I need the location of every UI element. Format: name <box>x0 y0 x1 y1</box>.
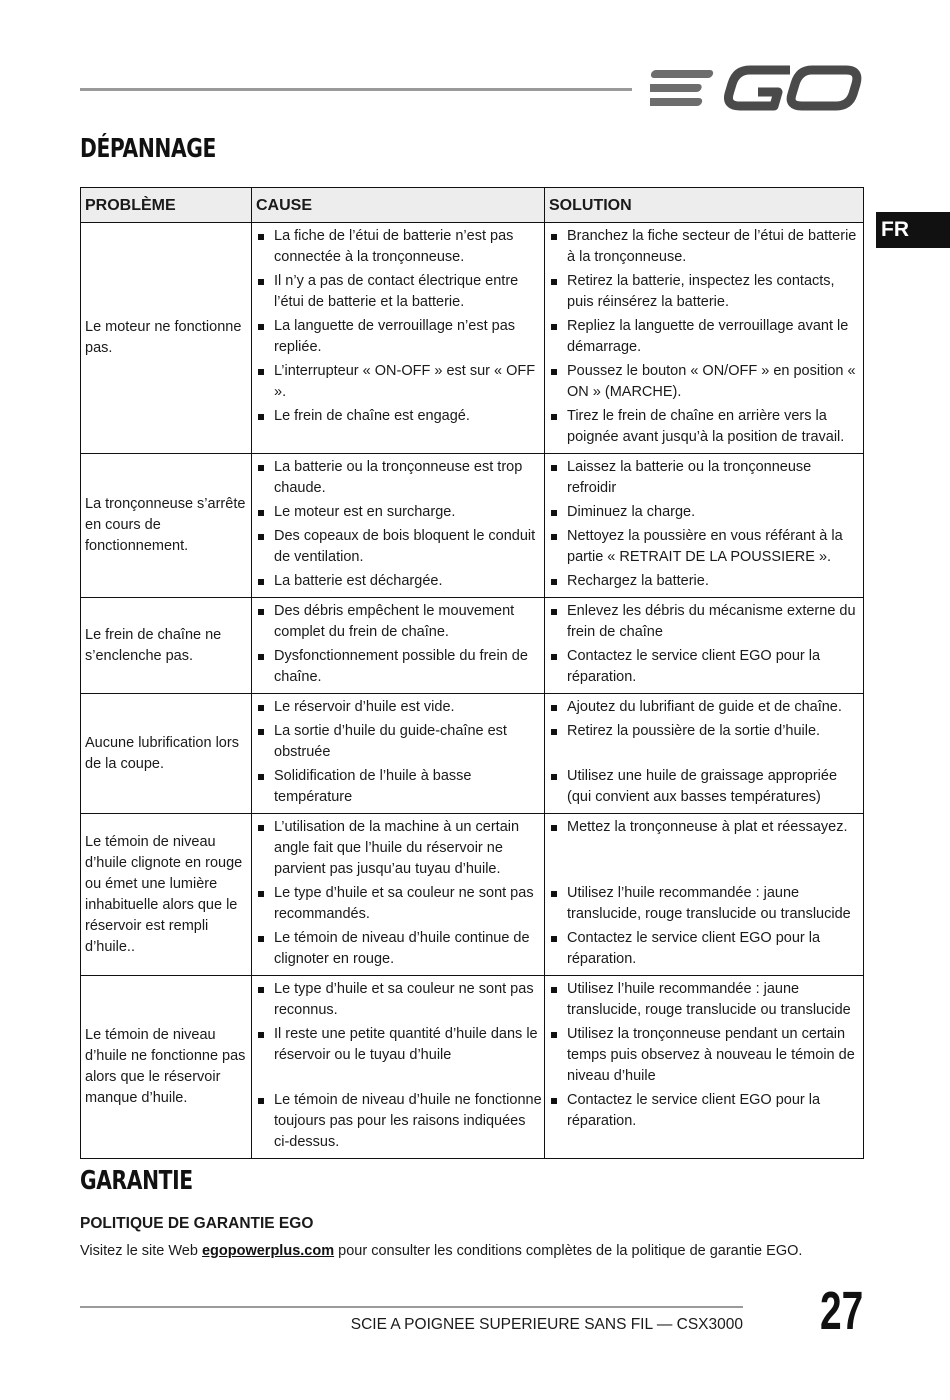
table-row <box>81 694 864 814</box>
table-row <box>81 223 864 454</box>
warranty-link[interactable]: egopowerplus.com <box>201 1243 335 1259</box>
header-cause: CAUSE <box>252 188 545 223</box>
solution-item: Mettez la tronçonneuse à plat et réessayez. <box>549 817 861 880</box>
cause-item: Le témoin de niveau d’huile ne fonctionne toujours pas pour les raisons indiquées ci-dessus. <box>256 1090 542 1153</box>
cause-item: L’utilisation de la machine à un certain angle fait que l’huile du réservoir ne parvient pas jusqu’au tuyau d’huile. <box>256 817 542 880</box>
page-title: DÉPANNAGE <box>80 134 217 164</box>
cause-item: Le type d’huile et sa couleur ne sont pas reconnus. <box>256 979 542 1021</box>
solution-cell <box>545 976 864 1159</box>
cause-item: Le témoin de niveau d’huile continue de clignoter en rouge. <box>256 928 542 970</box>
solution-item: Repliez la languette de verrouillage avant le démarrage. <box>549 316 861 358</box>
cause-item: La sortie d’huile du guide-chaîne est obstruée <box>256 721 542 763</box>
solution-item: Contactez le service client EGO pour la réparation. <box>549 646 861 688</box>
table-row <box>81 454 864 598</box>
solution-cell <box>545 694 864 814</box>
warranty-text-before: Visitez le site Web <box>80 1243 202 1259</box>
solution-item: Utilisez une huile de graissage appropriée (qui convient aux basses températures) <box>549 766 861 808</box>
cause-cell <box>252 454 545 598</box>
cause-item: Solidification de l’huile à basse température <box>256 766 542 808</box>
solution-item: Nettoyez la poussière en vous référant à la partie « RETRAIT DE LA POUSSIERE ». <box>549 526 861 568</box>
cause-cell <box>252 976 545 1159</box>
solution-item: Enlevez les débris du mécanisme externe du frein de chaîne <box>549 601 861 643</box>
solution-item: Utilisez la tronçonneuse pendant un certain temps puis observez à nouveau le témoin de niveau d’huile <box>549 1024 861 1087</box>
solution-item: Poussez le bouton « ON/OFF » en position « ON » (MARCHE). <box>549 361 861 403</box>
table-row <box>81 598 864 694</box>
solution-item: Contactez le service client EGO pour la réparation. <box>549 1090 861 1132</box>
solution-item: Rechargez la batterie. <box>549 571 861 592</box>
cause-item: La languette de verrouillage n’est pas repliée. <box>256 316 542 358</box>
language-tab: FR <box>876 212 950 248</box>
solution-cell <box>545 223 864 454</box>
cause-item: Le moteur est en surcharge. <box>256 502 542 523</box>
cause-item: La fiche de l’étui de batterie n’est pas connectée à la tronçonneuse. <box>256 226 542 268</box>
cause-item: Le type d’huile et sa couleur ne sont pas recommandés. <box>256 883 542 925</box>
cause-cell <box>252 223 545 454</box>
warranty-title: GARANTIE <box>80 1166 193 1196</box>
cause-item: Il reste une petite quantité d’huile dans le réservoir ou le tuyau d’huile <box>256 1024 542 1087</box>
cause-item: Il n’y a pas de contact électrique entre l’étui de batterie et la batterie. <box>256 271 542 313</box>
cause-item: La batterie ou la tronçonneuse est trop chaude. <box>256 457 542 499</box>
problem-cell: Le moteur ne fonctionne pas. <box>81 223 252 454</box>
solution-item: Ajoutez du lubrifiant de guide et de chaîne. <box>549 697 861 718</box>
cause-item: Le frein de chaîne est engagé. <box>256 406 542 427</box>
header-rule <box>80 88 632 91</box>
solution-item: Tirez le frein de chaîne en arrière vers la poignée avant jusqu’à la position de travail. <box>549 406 861 448</box>
solution-item: Utilisez l’huile recommandée : jaune translucide, rouge translucide ou translucide <box>549 979 861 1021</box>
solution-item: Retirez la batterie, inspectez les contacts, puis réinsérez la batterie. <box>549 271 861 313</box>
solution-item: Utilisez l’huile recommandée : jaune translucide, rouge translucide ou translucide <box>549 883 861 925</box>
header-solution: SOLUTION <box>545 188 864 223</box>
cause-item: Des débris empêchent le mouvement complet du frein de chaîne. <box>256 601 542 643</box>
cause-item: Dysfonctionnement possible du frein de chaîne. <box>256 646 542 688</box>
cause-cell <box>252 598 545 694</box>
footer-product: SCIE A POIGNEE SUPERIEURE SANS FIL — CSX3000 <box>350 1316 743 1333</box>
solution-item: Retirez la poussière de la sortie d’huile. <box>549 721 861 763</box>
table-row <box>81 976 864 1159</box>
solution-cell <box>545 814 864 976</box>
solution-item: Contactez le service client EGO pour la réparation. <box>549 928 861 970</box>
solution-cell <box>545 454 864 598</box>
problem-cell: Le témoin de niveau d’huile ne fonctionne pas alors que le réservoir manque d’huile. <box>81 976 252 1159</box>
cause-cell <box>252 814 545 976</box>
problem-cell: Le témoin de niveau d’huile clignote en rouge ou émet une lumière inhabituelle alors que le réservoir est rempli d’huile.. <box>81 814 252 976</box>
solution-item: Laissez la batterie ou la tronçonneuse refroidir <box>549 457 861 499</box>
page-number: 27 <box>820 1281 864 1341</box>
warranty-text <box>80 1243 802 1259</box>
cause-item: L’interrupteur « ON-OFF » est sur « OFF ». <box>256 361 542 403</box>
cause-item: La batterie est déchargée. <box>256 571 542 592</box>
troubleshooting-table <box>80 187 864 1159</box>
solution-cell <box>545 598 864 694</box>
warranty-subtitle: POLITIQUE DE GARANTIE EGO <box>80 1215 314 1232</box>
cause-item: Des copeaux de bois bloquent le conduit de ventilation. <box>256 526 542 568</box>
problem-cell: Le frein de chaîne ne s’enclenche pas. <box>81 598 252 694</box>
table-row <box>81 814 864 976</box>
cause-cell <box>252 694 545 814</box>
footer-rule <box>80 1306 743 1308</box>
problem-cell: Aucune lubrification lors de la coupe. <box>81 694 252 814</box>
solution-item: Branchez la fiche secteur de l’étui de batterie à la tronçonneuse. <box>549 226 861 268</box>
table-header-row <box>81 188 864 223</box>
cause-item: Le réservoir d’huile est vide. <box>256 697 542 718</box>
solution-item: Diminuez la charge. <box>549 502 861 523</box>
warranty-text-after: pour consulter les conditions complètes de la politique de garantie EGO. <box>334 1243 803 1259</box>
problem-cell: La tronçonneuse s’arrête en cours de fonctionnement. <box>81 454 252 598</box>
header-problem: PROBLÈME <box>81 188 252 223</box>
ego-logo <box>650 62 862 114</box>
